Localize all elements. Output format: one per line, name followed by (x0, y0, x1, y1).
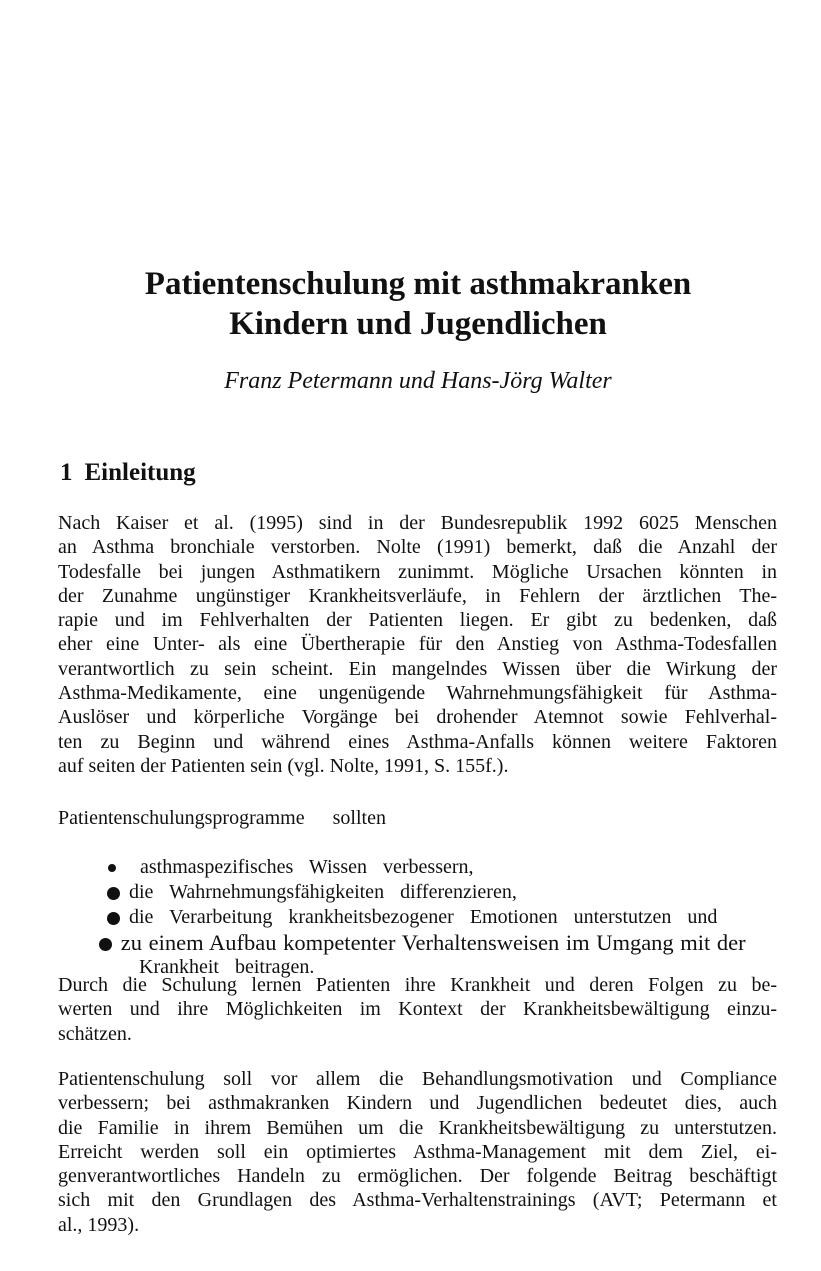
text-line: rapie und im Fehlverhalten der Patienten liegen. Er gibt zu bedenken, daß (58, 609, 777, 632)
text-line: schätzen. (58, 1022, 132, 1045)
title-line-2: Kindern und Jugendlichen (229, 306, 607, 342)
text-line: auf seiten der Patienten sein (vgl. Nolte, 1991, S. 155f.). (58, 754, 509, 777)
list-item (58, 830, 778, 878)
text-line: Erreicht werden soll ein optimiertes Asthma-Management mit dem Ziel, ei- (58, 1140, 777, 1163)
list-item-continuation (58, 930, 778, 978)
text-line: an Asthma bronchiale verstorben. Nolte (1991) bemerkt, daß die Anzahl der (58, 536, 777, 559)
text-line: der Zunahme ungünstiger Krankheitsverläufe, in Fehlern der ärztlichen The- (58, 584, 777, 607)
text-line: ten zu Beginn und während eines Asthma-Anfalls können weitere Faktoren (58, 730, 777, 753)
text-line: verbessern; bei asthmakranken Kindern und Jugendlichen bedeutet dies, auch (58, 1092, 777, 1115)
text-line: die Familie in ihrem Bemühen um die Krankheitsbewältigung zu unterstutzen. (58, 1116, 777, 1139)
list-item-text: die Verarbeitung krankheitsbezogener Emotionen unterstutzen und (129, 906, 718, 928)
paragraph-goals (58, 1067, 777, 1237)
title-line-1: Patientenschulung mit asthmakranken (144, 266, 692, 302)
text-line: Nach Kaiser et al. (1995) sind in der Bundesrepublik 1992 6025 Menschen (58, 512, 777, 534)
paragraph-intro (58, 511, 777, 778)
list-item (58, 905, 778, 955)
text-line: Patientenschulung soll vor allem die Behandlungsmotivation und Compliance (58, 1068, 777, 1090)
text-line: sich mit den Grundlagen des Asthma-Verhaltenstrainings (AVT; Petermann et (58, 1189, 777, 1212)
list-item-text: die Wahrnehmungsfähigkeiten differenzieren, (129, 881, 517, 903)
text-line: Todesfalle bei jungen Asthmatikern zunimmt. Mögliche Ursachen könnten in (58, 560, 777, 583)
list-item (58, 855, 778, 903)
section-number: 1 (60, 459, 73, 486)
text-line: eher eine Unter- als eine Übertherapie für den Anstieg von Asthma-Todesfallen (58, 633, 777, 656)
list-item-text: Krankheit beitragen. (139, 956, 315, 978)
text-line: verantwortlich zu sein scheint. Ein mangelndes Wissen über die Wirkung der (58, 657, 777, 680)
list-item (58, 880, 778, 928)
section-heading (60, 458, 196, 488)
text-line: genverantwortliches Handeln zu ermöglichen. Der folgende Beitrag beschäftigt (58, 1165, 777, 1188)
list-item-text: zu einem Aufbau kompetenter Verhaltensweisen im Umgang mit der (120, 930, 746, 955)
paper-title (58, 264, 778, 344)
paragraph-learning (58, 973, 777, 1046)
text-line: al., 1993). (58, 1213, 140, 1236)
text-line: Durch die Schulung lernen Patienten ihre Krankheit und deren Folgen zu be- (58, 974, 777, 996)
list-item-text: asthmaspezifisches Wissen verbessern, (140, 856, 474, 878)
author-line: Franz Petermann und Hans-Jörg Walter (224, 368, 612, 394)
list-intro: Patientenschulungsprogramme sollten (58, 807, 386, 829)
text-line: Asthma-Medikamente, eine ungenügende Wahrnehmungsfähigkeit für Asthma- (58, 682, 777, 705)
section-title: Einleitung (84, 459, 196, 486)
text-line: werten und ihre Möglichkeiten im Kontext der Krankheitsbewältigung einzu- (58, 998, 777, 1021)
text-line: Auslöser und körperliche Vorgänge bei drohender Atemnot sowie Fehlverhal- (58, 706, 777, 729)
bullet-list (58, 830, 778, 978)
